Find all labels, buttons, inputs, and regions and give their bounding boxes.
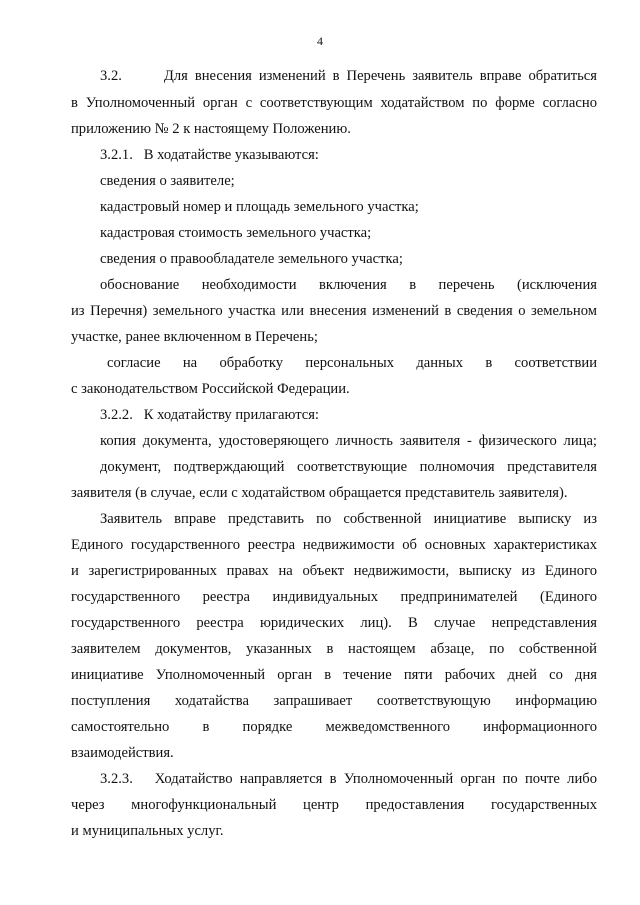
attachment-authority-line-1: документ, подтверждающий соответствующие полномочия представителя xyxy=(100,459,597,475)
attachment-authority-line-2: заявителя (в случае, если с ходатайством обращается представитель заявителя). xyxy=(71,485,568,501)
page-number: 4 xyxy=(317,34,323,48)
list-item-applicant-info: сведения о заявителе; xyxy=(100,173,235,189)
attachment-id-copy: копия документа, удостоверяющего личность заявителя - физического лица; xyxy=(100,433,597,449)
applicant-right-line-5: государственного реестра юридических лиц). В случае непредставления xyxy=(71,615,597,631)
applicant-right-line-7: инициативе Уполномоченный орган в течение пяти рабочих дней со дня xyxy=(71,667,597,683)
list-item-cadastral-value: кадастровая стоимость земельного участка; xyxy=(100,225,372,241)
paragraph-3-2-line-3: приложению № 2 к настоящему Положению. xyxy=(71,121,351,137)
applicant-right-line-2: Единого государственного реестра недвижимости об основных характеристиках xyxy=(71,537,597,553)
paragraph-3-2-2-heading: 3.2.2. К ходатайству прилагаются: xyxy=(100,407,319,423)
applicant-right-line-8: поступления ходатайства запрашивает соответствующую информацию xyxy=(71,693,597,709)
applicant-right-line-3: и зарегистрированных правах на объект недвижимости, выписку из Единого xyxy=(71,563,597,579)
applicant-right-line-6: заявителем документов, указанных в настоящем абзаце, по собственной xyxy=(71,641,597,657)
applicant-right-line-1: Заявитель вправе представить по собственной инициативе выписку из xyxy=(100,511,597,527)
paragraph-3-2-line-1: 3.2. Для внесения изменений в Перечень заявитель вправе обратиться xyxy=(100,68,597,84)
applicant-right-line-9: самостоятельно в порядке межведомственного информационного xyxy=(71,719,597,735)
list-item-justification-line-2: из Перечня) земельного участка или внесения изменений в сведения о земельном xyxy=(71,303,597,319)
list-item-consent-line-2: с законодательством Российской Федерации. xyxy=(71,381,350,397)
paragraph-3-2-3-line-1: 3.2.3. Ходатайство направляется в Уполномоченный орган по почте либо xyxy=(100,771,597,787)
applicant-right-line-4: государственного реестра индивидуальных предпринимателей (Единого xyxy=(71,589,597,605)
paragraph-3-2-3-line-3: и муниципальных услуг. xyxy=(71,823,224,839)
list-item-cadastral-number: кадастровый номер и площадь земельного участка; xyxy=(100,199,419,215)
paragraph-3-2-3-line-2: через многофункциональный центр предоставления государственных xyxy=(71,797,597,813)
applicant-right-line-10: взаимодействия. xyxy=(71,745,174,761)
paragraph-3-2-line-2: в Уполномоченный орган с соответствующим ходатайством по форме согласно xyxy=(71,95,597,111)
list-item-justification-line-3: участке, ранее включенном в Перечень; xyxy=(71,329,318,345)
list-item-justification-line-1: обоснование необходимости включения в перечень (исключения xyxy=(100,277,597,293)
paragraph-3-2-1-heading: 3.2.1. В ходатайстве указываются: xyxy=(100,147,319,163)
list-item-rightholder-info: сведения о правообладателе земельного участка; xyxy=(100,251,403,267)
list-item-consent-line-1: согласие на обработку персональных данных в соответствии xyxy=(107,355,597,371)
